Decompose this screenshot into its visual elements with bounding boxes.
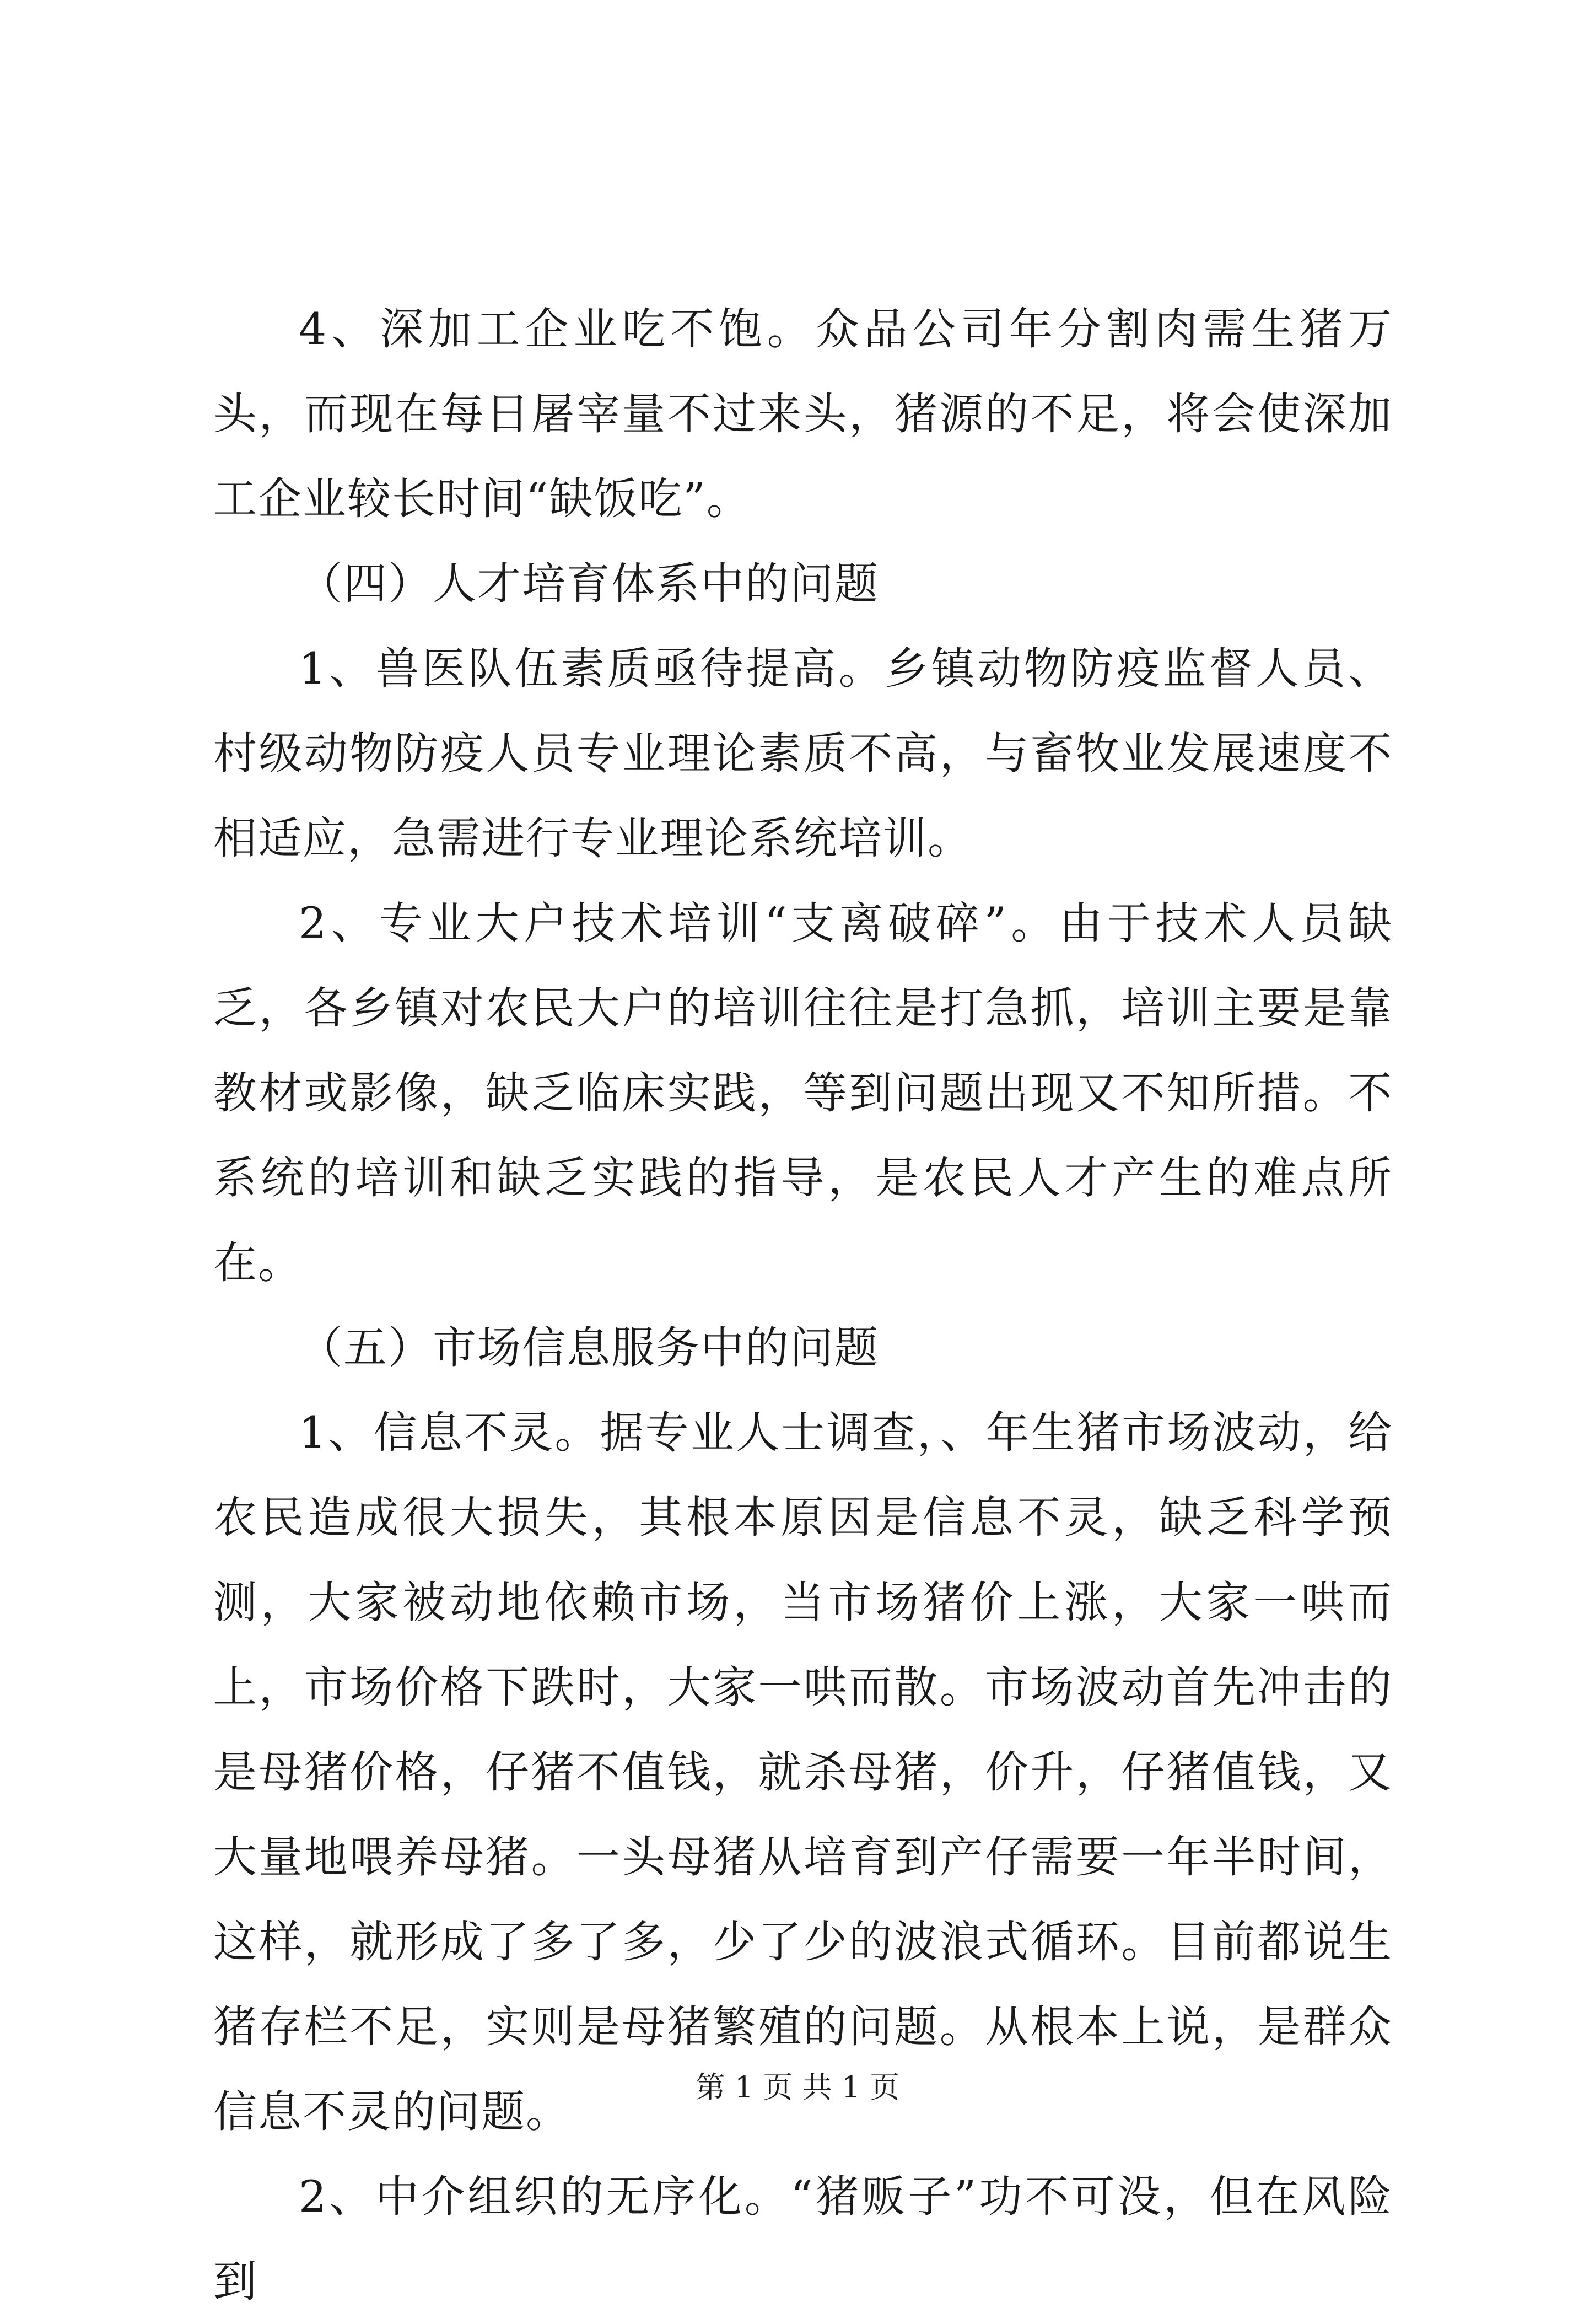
paragraph-intermediary: 2、中介组织的无序化。“猪贩子”功不可没，但在风险到 (213, 2171, 1393, 2307)
section-heading-market-info: （五）市场信息服务中的问题 (299, 1322, 879, 1373)
document-body (213, 287, 1393, 2324)
paragraph-technical-training: 2、专业大户技术培训“支离破碎”。由于技术人员缺乏，各乡镇对农民大户的培训往往是打急抓，培训主要是靠教材或影像，缺乏临床实践，等到问题出现又不知所措。不系统的培训和缺乏实践的指导，是农民人才产生的难点所在。 (213, 898, 1393, 1288)
section-heading-talent: （四）人才培育体系中的问题 (299, 558, 879, 609)
paragraph-deep-processing: 4、深加工企业吃不饱。众品公司年分割肉需生猪万头，而现在每日屠宰量不过来头，猪源的不足，将会使深加工企业较长时间“缺饭吃”。 (213, 304, 1393, 524)
paragraph-vet-team: 1、兽医队伍素质亟待提高。乡镇动物防疫监督人员、村级动物防疫人员专业理论素质不高，与畜牧业发展速度不相适应，急需进行专业理论系统培训。 (213, 643, 1393, 864)
paragraph-information: 1、信息不灵。据专业人士调查，、年生猪市场波动，给农民造成很大损失，其根本原因是信息不灵，缺乏科学预测，大家被动地依赖市场，当市场猪价上涨，大家一哄而上，市场价格下跌时，大家一哄而散。市场波动首先冲击的是母猪价格，仔猪不值钱，就杀母猪，价升，仔猪值钱，又大量地喂养母猪。一头母猪从培育到产仔需要一年半时间，这样，就形成了多了多，少了少的波浪式循环。目前都说生猪存栏不足，实则是母猪繁殖的问题。从根本上说，是群众信息不灵的问题。 (213, 1407, 1393, 2137)
page-footer: 第 1 页 共 1 页 (695, 2070, 900, 2105)
